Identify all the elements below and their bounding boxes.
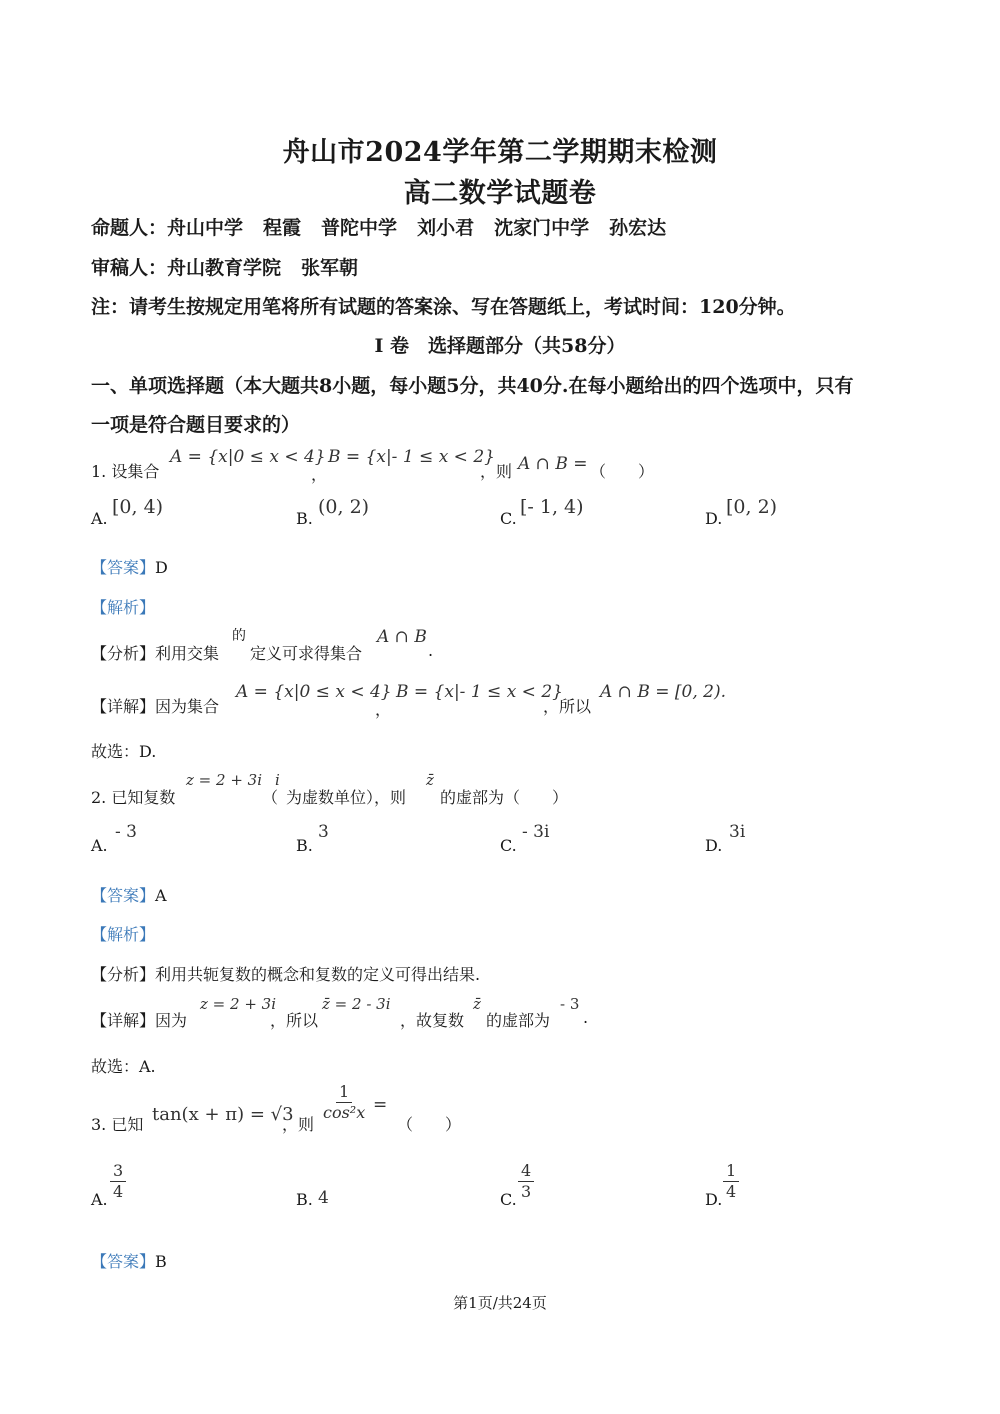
fenxi-text: 利用交集 <box>155 644 220 663</box>
fraction-numerator: 3 <box>110 1161 126 1182</box>
option-c-label: C. <box>500 1190 517 1209</box>
detail-value: - 3 <box>560 995 580 1013</box>
question-2 <box>91 785 175 808</box>
option-c-value: - 3i <box>522 822 550 842</box>
fraction-numerator: 4 <box>518 1161 534 1182</box>
detail-line <box>91 694 219 717</box>
detail-set-a: A = {x|0 ≤ x < 4} <box>236 682 392 702</box>
option-b-label: B. <box>296 509 313 528</box>
cos-fraction <box>320 1082 368 1123</box>
answer-row <box>91 555 168 578</box>
detail-text: ，所以 <box>543 697 592 716</box>
fraction-denominator: cos²x <box>323 1103 366 1122</box>
option-c-value <box>518 1161 534 1202</box>
option-d-label: D. <box>705 1190 723 1209</box>
detail-line <box>91 1008 187 1031</box>
option-a-value: [0, 4) <box>112 496 164 518</box>
question-text: （ <box>262 788 279 807</box>
author-item: 孙宏达 <box>609 217 667 239</box>
option-a-value <box>110 1161 126 1202</box>
detail-set-b: B = {x|- 1 ≤ x < 2} <box>396 682 563 702</box>
fenxi-formula: A ∩ B <box>377 627 427 647</box>
detail-text: 的虚部为 <box>486 1011 551 1030</box>
author-label: 命题人： <box>91 217 168 239</box>
fenxi-tag: 【分析】 <box>91 965 156 984</box>
option-a-label: A. <box>91 1190 108 1209</box>
comma: ， <box>375 700 392 719</box>
z-conjugate: z̄ <box>426 771 434 789</box>
equals-sign: = <box>373 1095 388 1115</box>
answer-row <box>91 883 167 906</box>
option-a-label: A. <box>91 509 108 528</box>
tan-formula: tan(x + π) = √3 <box>152 1104 294 1125</box>
question-number: 2. <box>91 788 107 807</box>
option-b-label: B. <box>296 836 313 855</box>
choose-line: 故选：A. <box>91 1057 156 1076</box>
question-3 <box>91 1112 143 1135</box>
option-d-label: D. <box>705 509 723 528</box>
author-item: 普陀中学 <box>321 217 398 239</box>
reviewer-item: 张军朝 <box>301 257 359 279</box>
question-text: 已知 <box>111 1115 144 1134</box>
detail-tag: 【详解】 <box>91 697 156 716</box>
question-number: 1. <box>91 462 107 481</box>
question-text: ，则 <box>480 462 513 481</box>
option-d-value: [0, 2) <box>726 496 778 518</box>
detail-text: 因为 <box>155 1011 188 1030</box>
option-b-value: 3 <box>318 822 329 842</box>
fraction-denominator: 4 <box>113 1182 124 1201</box>
fenxi-line <box>91 641 219 664</box>
section-title: Ⅰ 卷 选择题部分（共58分） <box>374 335 626 357</box>
intersection-formula: A ∩ B = <box>518 454 588 474</box>
author-line <box>91 213 666 240</box>
answer-row <box>91 1249 167 1272</box>
detail-text: 因为集合 <box>155 697 220 716</box>
exam-note: 注：请考生按规定用笔将所有试题的答案涂、写在答题纸上，考试时间：120分钟。 <box>91 296 796 318</box>
fenxi-text: 定义可求得集合 <box>250 644 363 663</box>
detail-zbar: z̄ = 2 - 3i <box>322 995 391 1013</box>
question-text: 已知复数 <box>111 788 176 807</box>
period: . <box>583 1008 589 1027</box>
option-c-label: C. <box>500 836 517 855</box>
fraction-numerator: 1 <box>336 1082 352 1103</box>
section-heading: 一、单项选择题（本大题共8小题，每小题5分，共40分.在每小题给出的四个选项中，只有 <box>91 375 854 397</box>
question-text: 的虚部为（ ） <box>440 788 569 807</box>
option-c-value: [- 1, 4) <box>520 496 584 518</box>
option-b-value: (0, 2) <box>318 496 370 518</box>
analysis-tag: 【解析】 <box>91 598 156 617</box>
imag-unit: i <box>275 771 280 789</box>
question-text: 为虚数单位），则 <box>286 788 407 807</box>
page-subtitle: 高二数学试题卷 <box>403 178 597 209</box>
answer-tag: 【答案】 <box>91 558 156 577</box>
reviewer-item: 舟山教育学院 <box>167 257 282 279</box>
comma: ， <box>311 465 328 484</box>
fraction-numerator: 1 <box>723 1161 739 1182</box>
answer-paren: （ ） <box>590 462 655 481</box>
option-d-label: D. <box>705 836 723 855</box>
fenxi-de: 的 <box>232 628 246 644</box>
option-b-label: B. <box>296 1190 313 1209</box>
choose-line: 故选：D. <box>91 742 157 761</box>
author-item: 程霞 <box>263 217 302 239</box>
fenxi-line <box>91 962 480 985</box>
option-a-value: - 3 <box>115 822 137 842</box>
section-heading-cont: 一项是符合题目要求的） <box>91 414 301 436</box>
option-d-value <box>723 1161 739 1202</box>
reviewer-line <box>91 253 358 280</box>
complex-z: z = 2 + 3i <box>186 771 262 789</box>
detail-z: z = 2 + 3i <box>200 995 276 1013</box>
set-a-formula: A = {x|0 ≤ x < 4} <box>170 447 326 467</box>
author-item: 刘小君 <box>417 217 475 239</box>
question-1 <box>91 459 159 482</box>
page-footer: 第1页/共24页 <box>453 1294 547 1312</box>
detail-result: A ∩ B = [0, 2). <box>600 682 726 702</box>
set-b-formula: B = {x|- 1 ≤ x < 2} <box>328 447 495 467</box>
reviewer-label: 审稿人： <box>91 257 168 279</box>
detail-zbar: z̄ <box>473 995 481 1013</box>
answer-value: A <box>155 886 167 905</box>
fraction-denominator: 4 <box>726 1182 737 1201</box>
option-c-label: C. <box>500 509 517 528</box>
option-b-value: 4 <box>318 1188 329 1208</box>
question-text: 设集合 <box>111 462 160 481</box>
author-item: 舟山中学 <box>167 217 244 239</box>
question-number: 3. <box>91 1115 107 1134</box>
detail-text: ，故复数 <box>400 1011 465 1030</box>
fenxi-tag: 【分析】 <box>91 644 156 663</box>
author-item: 沈家门中学 <box>494 217 590 239</box>
option-a-label: A. <box>91 836 108 855</box>
answer-tag: 【答案】 <box>91 886 156 905</box>
question-text: ，则 <box>282 1115 315 1134</box>
page-title: 舟山市2024学年第二学期期末检测 <box>282 137 718 168</box>
answer-value: B <box>155 1252 167 1271</box>
answer-paren: （ ） <box>397 1115 462 1134</box>
option-d-value: 3i <box>729 822 746 842</box>
analysis-tag: 【解析】 <box>91 925 156 944</box>
detail-tag: 【详解】 <box>91 1011 156 1030</box>
fenxi-text: 利用共轭复数的概念和复数的定义可得出结果. <box>155 965 481 984</box>
answer-tag: 【答案】 <box>91 1252 156 1271</box>
fraction-denominator: 3 <box>521 1182 532 1201</box>
detail-text: ，所以 <box>270 1011 319 1030</box>
answer-value: D <box>155 558 168 577</box>
period: . <box>428 641 434 660</box>
